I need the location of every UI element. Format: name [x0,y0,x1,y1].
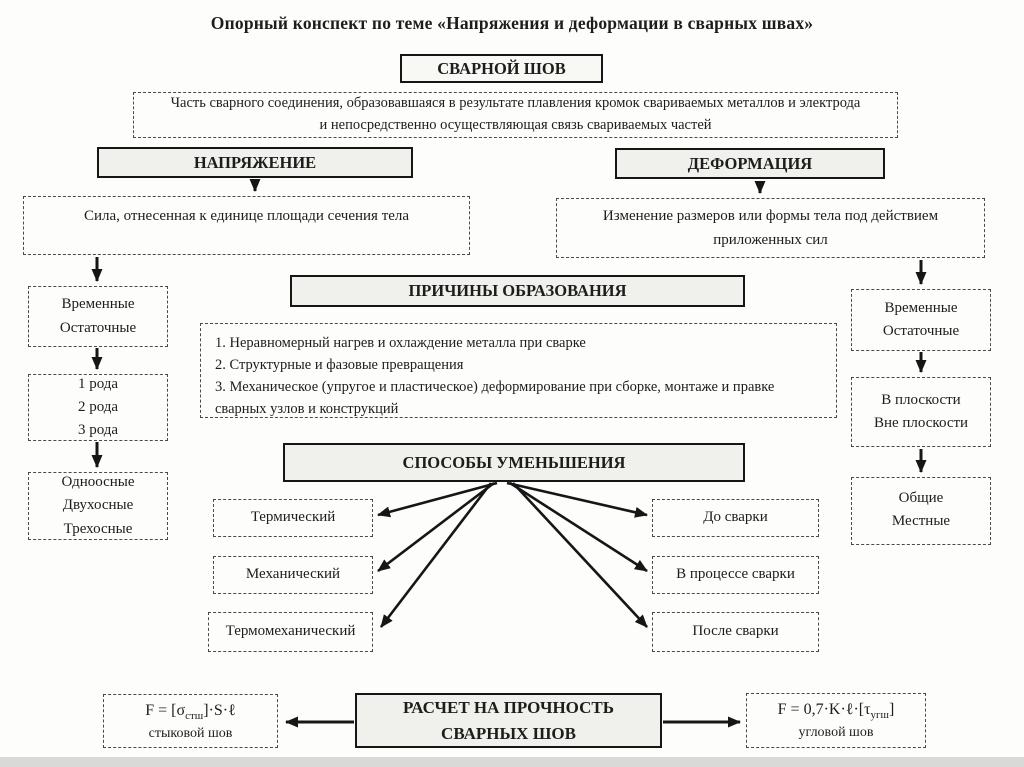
list-item: Остаточные [59,319,137,336]
weld-seam-definition-line2: и непосредственно осуществляющая связь свариваемых частей [319,117,712,133]
weld-seam-label: СВАРНОЙ ШОВ [437,58,566,78]
list-item: Одноосные [61,474,135,491]
stress-label: НАПРЯЖЕНИЕ [193,152,317,172]
deformation-definition-line2: приложенных сил [713,232,828,248]
arrow-reduction-to-thermal [378,483,497,515]
stress-definition [23,196,470,255]
stress-class-axes-box [28,472,168,540]
timing-during-box [652,556,819,594]
formula-subscript: стш [185,710,204,723]
formula-text: F = [σ [145,701,186,719]
causes-label: ПРИЧИНЫ ОБРАЗОВАНИЯ [408,281,627,300]
arrow-reduction-to-before [507,483,647,515]
timing-before-label: До сварки [703,509,768,526]
stress-class-kind-box [28,374,168,441]
weld-seam-definition-line1: Часть сварного соединения, образовавшаяся в результате плавления кромок свариваемых металлов и электрода [170,95,861,112]
stress-definition-text: Сила, отнесенная к единице площади сечения тела [83,208,410,224]
reduction-label: СПОСОБЫ УМЕНЬШЕНИЯ [402,452,626,472]
deformation-definition [556,198,985,258]
timing-after-label: После сварки [692,623,779,640]
list-item: 3 рода [77,422,119,439]
formula-subscript: угш [870,709,890,722]
list-item: Двухосные [62,497,134,514]
weld-seam-definition [133,92,898,138]
fillet-weld-label: угловой шов [798,725,874,741]
list-item: Трехосные [63,520,133,537]
cause-item: 3. Механическое (упругое и пластическое) деформирование при сборке, монтаже и правке сварных узлов и конструкций [215,379,775,418]
deform-class-temporal-box [851,289,991,351]
method-thermomechanical-box [208,612,373,652]
formula-text: ] [889,701,895,719]
list-item: Временные [884,299,958,316]
causes-header [290,275,745,307]
butt-weld-label: стыковой шов [148,725,233,741]
deform-class-scope-box [851,477,991,545]
slide-bottom-edge [0,757,1024,767]
timing-after-box [652,612,819,652]
arrow-reduction-to-during [510,483,647,571]
deformation-header [615,148,885,179]
stress-class-temporal-box [28,286,168,347]
method-thermal-label: Термический [250,509,336,526]
strength-calc-box [355,693,662,748]
formula-text: F = 0,7·K·ℓ·[τ [777,701,871,719]
page-title: Опорный конспект по теме «Напряжения и деформации в сварных швах» [210,13,814,33]
list-item: Вне плоскости [873,415,969,431]
butt-weld-formula-box [103,694,278,748]
causes-list [200,323,837,418]
method-mechanical-box [213,556,373,594]
list-item: Общие [898,490,944,506]
deformation-label: ДЕФОРМАЦИЯ [687,153,813,173]
strength-calc-line2: СВАРНЫХ ШОВ [441,723,576,743]
list-item: Остаточные [882,323,960,339]
arrow-reduction-to-thermomechanical [381,483,491,627]
deform-class-plane-box [851,377,991,447]
arrow-reduction-to-mechanical [378,483,494,571]
reduction-header [283,443,745,482]
method-thermomechanical-label: Термомеханический [225,623,356,640]
stress-header [97,147,413,178]
timing-during-label: В процессе сварки [676,566,795,583]
deformation-definition-line1: Изменение размеров или формы тела под действием [602,208,939,224]
butt-weld-formula [145,699,236,725]
weld-seam-box [400,54,603,83]
cause-item: 2. Структурные и фазовые превращения [215,357,464,374]
arrow-reduction-to-after [513,483,647,627]
strength-calc-line1: РАСЧЕТ НА ПРОЧНОСТЬ [403,698,614,717]
fillet-weld-formula [778,698,895,724]
formula-text: ]·S·ℓ [203,701,236,719]
list-item: 1 рода [77,375,119,392]
list-item: В плоскости [881,391,961,408]
method-mechanical-label: Механический [245,566,341,583]
list-item: 2 рода [77,398,119,415]
cause-item: 1. Неравномерный нагрев и охлаждение металла при сварке [215,335,586,351]
list-item: Временные [61,296,135,313]
timing-before-box [652,499,819,537]
method-thermal-box [213,499,373,537]
list-item: Местные [891,513,951,530]
fillet-weld-formula-box [746,693,926,748]
